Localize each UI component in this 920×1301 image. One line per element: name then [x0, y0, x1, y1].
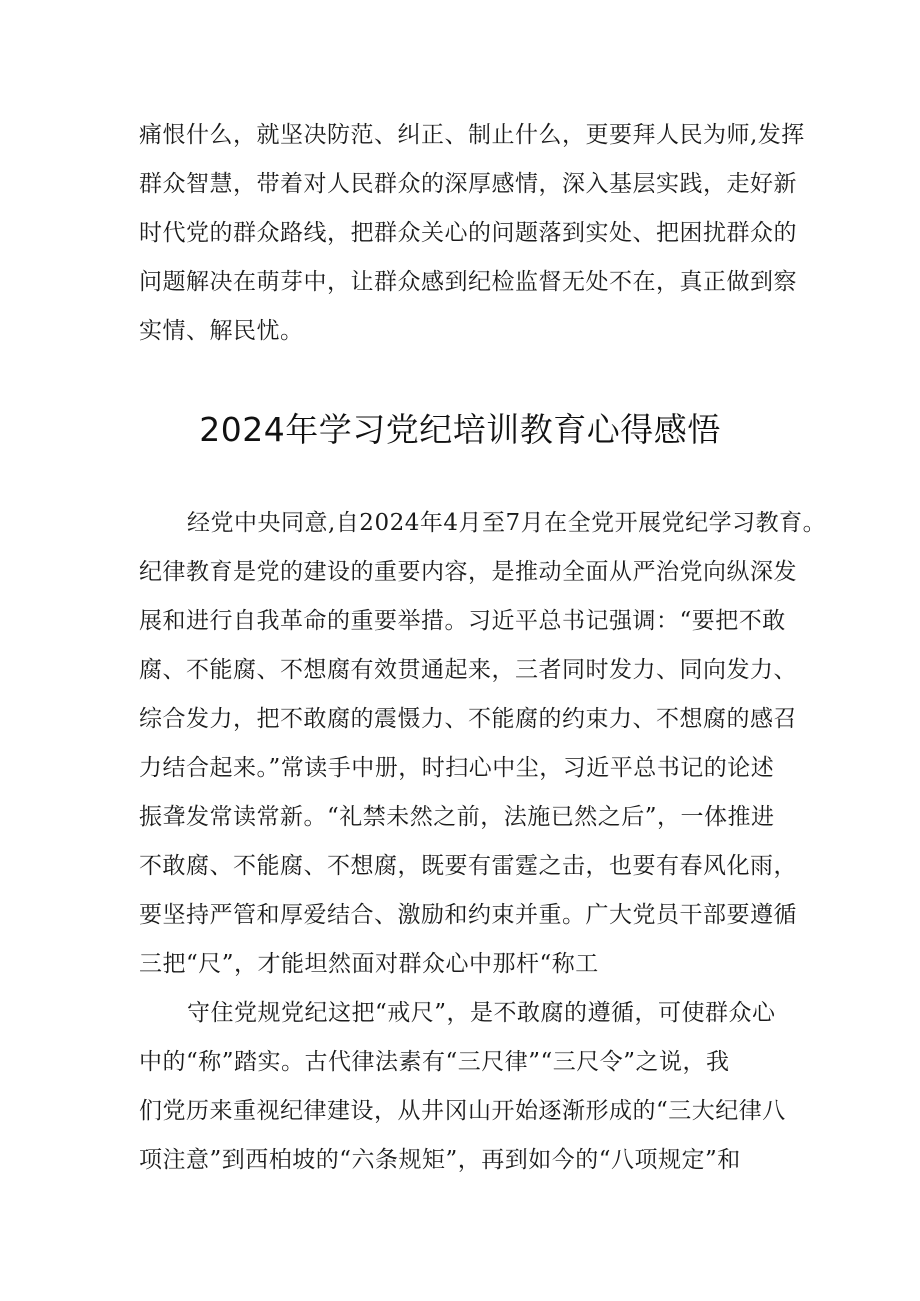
text-line: 守住党规党纪这把“戒尺”，是不敢腐的遵循，可使群众心 [187, 1000, 776, 1026]
text-line: 综合发力，把不敢腐的震慑力、不能腐的约束力、不想腐的感召 [139, 706, 797, 732]
text-line: 经党中央同意,自2024年4月至7月在全党开展党纪学习教育。 [187, 510, 827, 536]
text-line: 振聋发常读常新。“礼禁未然之前，法施已然之后”，一体推进 [139, 804, 775, 830]
text-line: 项注意”到西柏坡的“六条规矩”，再到如今的“八项规定”和 [139, 1147, 741, 1173]
text-line: 中的“称”踏实。古代律法素有“三尺律”“三尺令”之说，我 [139, 1049, 730, 1075]
text-line: 痛恨什么，就坚决防范、纠正、制止什么，更要拜人民为师,发挥 [139, 122, 805, 148]
intro-paragraph [139, 111, 805, 356]
text-line: 力结合起来。”常读手中册，时扫心中尘，习近平总书记的论述 [139, 755, 775, 781]
text-line: 腐、不能腐、不想腐有效贯通起来，三者同时发力、同向发力、 [139, 657, 797, 683]
document-title: 2024年学习党纪培训教育心得感悟 [199, 410, 721, 449]
text-line: 问题解决在萌芽中，让群众感到纪检监督无处不在，真正做到察 [139, 269, 797, 295]
text-line: 时代党的群众路线，把群众关心的问题落到实处、把困扰群众的 [139, 220, 797, 246]
paragraph-1 [139, 499, 827, 989]
text-line: 实情、解民忧。 [139, 318, 304, 344]
text-line: 三把“尺”，才能坦然面对群众心中那杆“称工 [139, 951, 599, 977]
text-line: 纪律教育是党的建设的重要内容，是推动全面从严治党向纵深发 [139, 559, 797, 585]
text-line: 们党历来重视纪律建设，从井冈山开始逐渐形成的“三大纪律八 [139, 1098, 786, 1124]
text-line: 不敢腐、不能腐、不想腐，既要有雷霆之击，也要有春风化雨， [139, 853, 797, 879]
paragraph-2 [139, 989, 799, 1185]
text-line: 要坚持严管和厚爱结合、激励和约束并重。广大党员干部要遵循 [139, 902, 797, 928]
text-line: 展和进行自我革命的重要举措。习近平总书记强调：“要把不敢 [139, 608, 786, 634]
text-line: 群众智慧，带着对人民群众的深厚感情，深入基层实践，走好新 [139, 171, 797, 197]
